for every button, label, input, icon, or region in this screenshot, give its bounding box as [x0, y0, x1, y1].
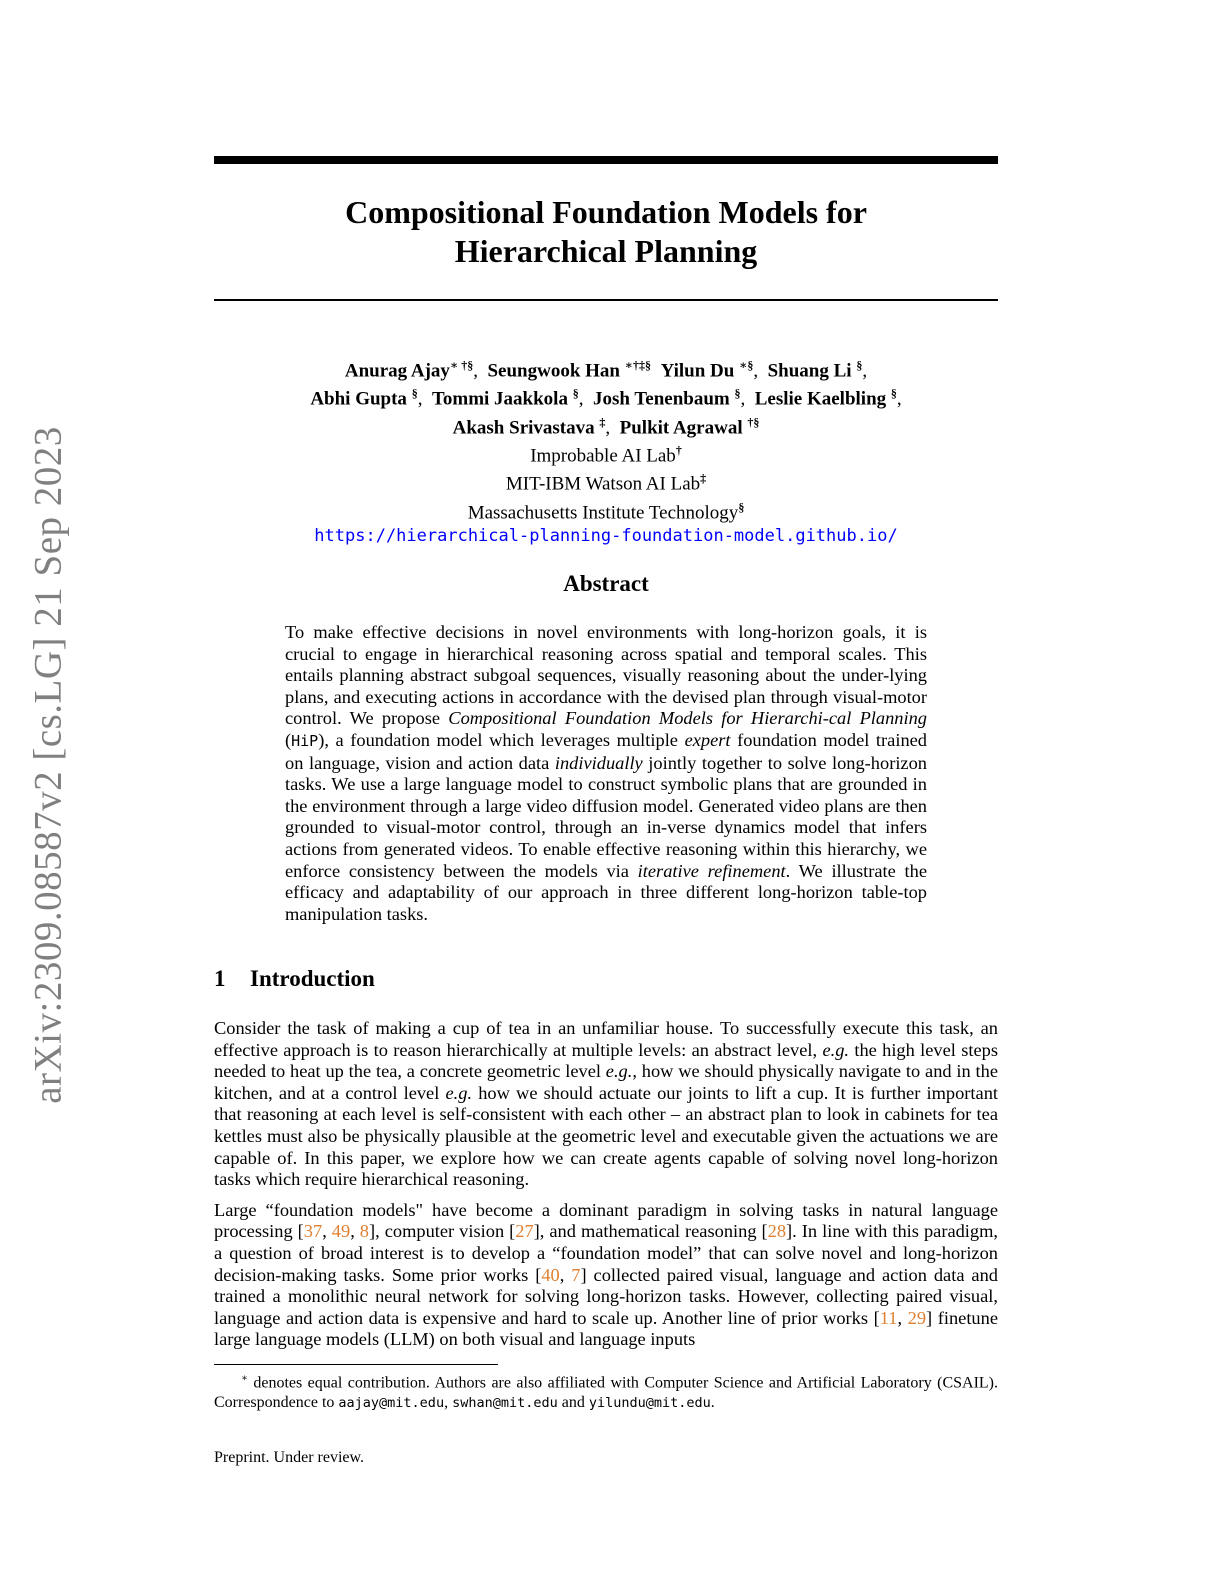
affiliation-name: Improbable AI Lab [530, 445, 676, 467]
section-heading-introduction [214, 966, 375, 992]
paragraph-text: Large “foundation models" have become a dominant paradigm in solving tasks in natural language processing [ [214, 1199, 998, 1242]
paragraph-text: ], and mathematical reasoning [ [533, 1221, 768, 1242]
citation-link[interactable]: 7 [571, 1264, 581, 1285]
author-marks: ∗§ [739, 358, 754, 372]
abstract-text: To make effective decisions in novel environments with long-horizon goals, it is crucial to engage in hierarchical reasoning across spatial and temporal scales. This entails planning abstract subgoal sequences, visually reasoning about the under-lying plans, and executing actions in accordance with the devised plan through visual-motor control. We propose [285, 622, 927, 729]
affiliation-mark: § [738, 499, 745, 514]
citation-separator: , [322, 1221, 332, 1242]
abstract-body [285, 622, 927, 925]
author-marks: ∗ †§ [449, 358, 474, 372]
footnote-text: . [710, 1394, 715, 1412]
title-top-rule [214, 156, 998, 164]
emphasis: e.g. [445, 1082, 473, 1103]
author-name: Tommi Jaakkola [431, 388, 568, 410]
citation-link[interactable]: 40 [541, 1264, 560, 1285]
author-marks: ∗†‡§ [624, 358, 652, 372]
title-line-2: Hierarchical Planning [454, 233, 758, 269]
emphasis: e.g. [605, 1061, 633, 1082]
introduction-body [214, 1018, 998, 1360]
paragraph-text: how we should actuate our joints to lift a cup. It is further important that reasoning at each level is self-consistent with each other – an abstract plan to look in cabinets for tea kettles must also be physically plausible at the geometric level and executable given the actuations we are capable of. In this paper, we explore how we can create agents capable of solving novel long-horizon tasks which require hierarchical reasoning. [214, 1082, 998, 1190]
affiliation-mark: ‡ [700, 471, 707, 486]
abstract-heading: Abstract [563, 571, 649, 596]
author-marks: § [572, 386, 579, 401]
section-number: 1 [214, 966, 226, 991]
paragraph-text: ], computer vision [ [369, 1221, 516, 1242]
footnote-text: denotes equal contribution. Authors are also affiliated with Computer Science and Artificial Laboratory (CSAIL). Correspondence to [214, 1374, 999, 1412]
abstract-emphasis: iterative refinement [637, 860, 786, 881]
citation-separator: , [559, 1264, 572, 1285]
author-name: Anurag Ajay [344, 360, 450, 382]
author-name: Shuang Li [767, 360, 852, 382]
footnote-text: and [557, 1394, 589, 1412]
paper-title [214, 193, 998, 271]
author-line-2: Abhi Gupta §, Tommi Jaakkola §, Josh Tenenbaum §, Leslie Kaelbling §, [310, 386, 902, 410]
citation-link[interactable]: 28 [767, 1221, 787, 1242]
footnote-text: , [444, 1394, 453, 1412]
intro-paragraph-1 [214, 1018, 998, 1191]
author-name: Abhi Gupta [310, 388, 407, 410]
abstract-emphasis: individually [554, 752, 643, 773]
preprint-note: Preprint. Under review. [214, 1449, 365, 1466]
email-address: swhan@mit.edu [452, 1395, 558, 1412]
author-name: Akash Srivastava [452, 416, 595, 438]
affiliation-name: Massachusetts Institute Technology [467, 501, 739, 523]
paragraph-text: , how we should physically navigate to and in the kitchen, and at a control level [214, 1061, 998, 1103]
intro-paragraph-2 [214, 1200, 998, 1351]
citation-separator: , [350, 1221, 360, 1242]
abstract-text: foundation model trained on language, vision and action data [285, 729, 927, 773]
section-title: Introduction [250, 966, 375, 991]
affiliation-name: MIT-IBM Watson AI Lab [505, 473, 701, 495]
emphasis: e.g. [822, 1039, 849, 1060]
citation-separator: , [897, 1307, 908, 1328]
author-marks: § [856, 358, 863, 372]
author-marks: § [411, 386, 418, 401]
email-address: yilundu@mit.edu [588, 1395, 711, 1412]
footnote-rule [214, 1364, 498, 1365]
paragraph-text: Consider the task of making a cup of tea in an unfamiliar house. To successfully execute this task, an effective approach is to reason hierarchically at multiple levels: an abstract level, [214, 1018, 998, 1060]
author-name: Seungwook Han [487, 360, 621, 382]
footnote [214, 1369, 998, 1413]
email-address: aajay@mit.edu [338, 1395, 445, 1412]
citation-link[interactable]: 37 [303, 1221, 323, 1242]
affiliation-mark: † [675, 442, 682, 457]
arxiv-stamp-text: arXiv:2309.08587v2 [cs.LG] 21 Sep 2023 [26, 426, 70, 1104]
abstract-text: jointly together to solve long-horizon tasks. We use a large language model to construct symbolic plans that are grounded in the environment through a large video diffusion model. Generated video plans are then grounded to visual-motor control, through an in-verse dynamics model that infers actions from generated videos. To enable effective reasoning within this hierarchy, we enforce consistency between the models via [285, 752, 927, 881]
affiliation [214, 467, 998, 495]
citation-link[interactable]: 27 [515, 1221, 534, 1242]
author-name: Pulkit Agrawal [619, 416, 743, 438]
paragraph-text: ] finetune large language models (LLM) on both visual and language inputs [214, 1307, 998, 1350]
author-name: Josh Tenenbaum [592, 388, 730, 410]
title-line-1: Compositional Foundation Models for [345, 194, 867, 230]
author-name: Yilun Du [660, 360, 735, 382]
author-name: Leslie Kaelbling [754, 388, 887, 410]
author-marks: ‡ [599, 414, 606, 429]
author-block [214, 354, 998, 548]
abstract-text: ), a foundation model which leverages multiple [318, 729, 685, 750]
project-url-link[interactable]: https://hierarchical-planning-foundation-model.github.io/ [314, 525, 898, 546]
title-bottom-rule [214, 299, 998, 301]
citation-link[interactable]: 8 [359, 1221, 369, 1242]
paragraph-text: the high level steps needed to heat up the tea, a concrete geometric level [214, 1039, 999, 1082]
author-marks: § [890, 386, 897, 401]
abstract-emphasis: Compositional Foundation Models for Hierarchi-cal Planning [448, 708, 927, 729]
author-line-1: Anurag Ajay∗ †§, Seungwook Han ∗†‡§ Yilun Du ∗§, Shuang Li §, [344, 358, 868, 382]
citation-link[interactable]: 29 [907, 1307, 927, 1328]
citation-link[interactable]: 11 [879, 1307, 898, 1328]
author-marks: †§ [747, 414, 760, 429]
abstract-emphasis: expert [684, 729, 731, 750]
author-marks: § [734, 386, 741, 401]
affiliation [214, 439, 998, 467]
paragraph-text: ] collected paired visual, language and action data and trained a monolithic neural network for solving long-horizon tasks. However, collecting paired visual, language and action data is expensive and hard to scale up. Another line of prior works [ [214, 1264, 998, 1328]
footnote-mark: ∗ [241, 1373, 248, 1384]
paragraph-text: ]. In line with this paradigm, a question of broad interest is to develop a “foundation model” that can solve novel and long-horizon decision-making tasks. Some prior works [ [214, 1221, 999, 1285]
affiliation [214, 496, 998, 524]
method-acronym: HiP [291, 731, 319, 750]
citation-link[interactable]: 49 [331, 1221, 351, 1242]
abstract-text: ( [285, 729, 292, 750]
author-line-3: Akash Srivastava ‡, Pulkit Agrawal †§ [452, 414, 760, 438]
abstract-text: . We illustrate the efficacy and adaptability of our approach in three different long-horizon table-top manipulation tasks. [285, 860, 927, 924]
